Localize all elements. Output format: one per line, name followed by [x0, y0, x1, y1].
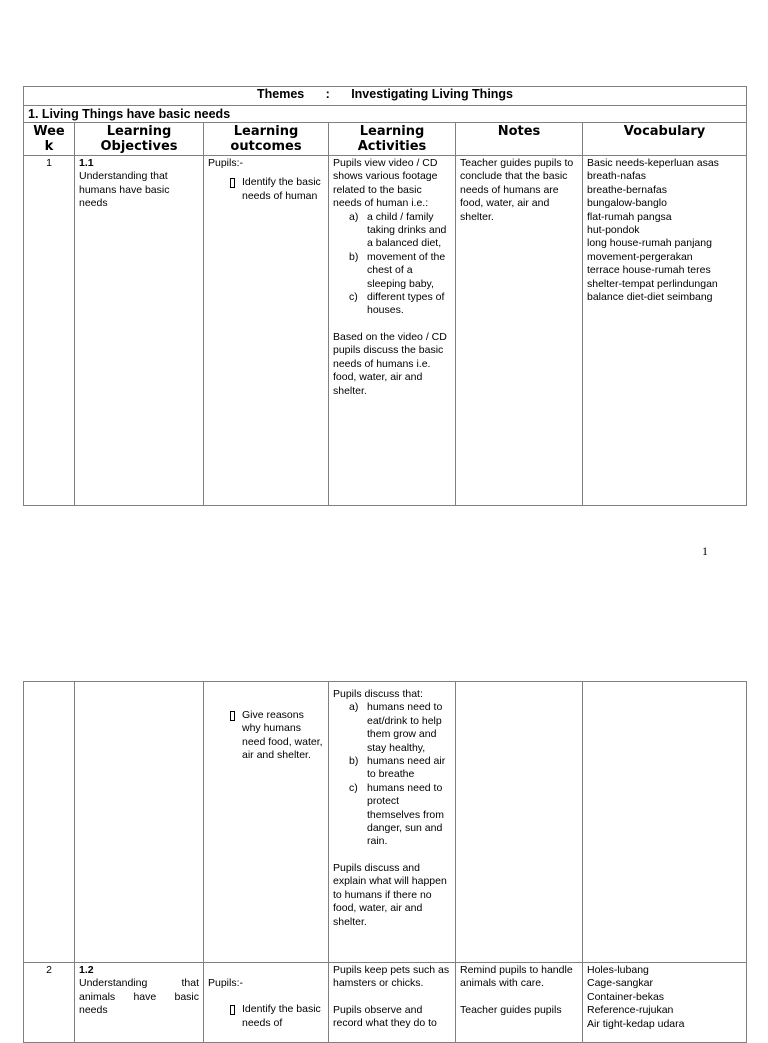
vocabulary-item: breathe-bernafas [587, 183, 667, 196]
outcome-cell [204, 156, 329, 506]
outcome-cell [204, 682, 329, 963]
notes-cell [456, 682, 583, 963]
theme-title [24, 87, 747, 106]
vocabulary-item: Holes-lubang [587, 964, 649, 976]
list-marker: b) [349, 755, 359, 768]
header-activities: Learning Activities [329, 123, 456, 156]
header-vocabulary: Vocabulary [583, 123, 747, 156]
list-item-text: humans need air to breathe [367, 755, 446, 781]
vocabulary-item: shelter-tempat perlindungan [587, 277, 718, 290]
header-week: Wee k [24, 123, 75, 156]
header-outcomes: Learning outcomes [204, 123, 329, 156]
table-row [24, 682, 747, 963]
list-item [333, 755, 451, 782]
activities-cell [329, 963, 456, 1043]
objective-code: 1.2 [79, 964, 94, 976]
week-cell: 2 [24, 963, 75, 1043]
syllabus-table-page-2 [23, 681, 747, 1043]
header-notes: Notes [456, 123, 583, 156]
page-2 [0, 580, 768, 1030]
activity-intro: Pupils view video / CD shows various footage related to the basic needs of human i.e.: [333, 157, 438, 210]
table-row [24, 156, 747, 506]
notes-cell: Teacher guides pupils to conclude that the basic needs of humans are food, water, air and shelter. [456, 156, 583, 506]
objective-cell [75, 156, 204, 506]
bullet-box-icon [230, 1005, 235, 1015]
activity-list [333, 211, 451, 318]
list-marker: a) [349, 701, 359, 714]
objective-cell [75, 682, 204, 963]
outcome-item [208, 709, 324, 763]
list-item [333, 251, 451, 291]
notes-text: Teacher guides pupils [460, 1003, 562, 1016]
vocabulary-item: terrace house-rumah teres [587, 264, 711, 277]
outcome-item-text: Give reasons why humans need food, water, air and shelter. [242, 709, 323, 762]
bullet-box-icon [230, 178, 235, 188]
outcome-intro: Pupils:- [208, 977, 244, 989]
vocabulary-cell [583, 156, 747, 506]
week-cell: 1 [24, 156, 75, 506]
notes-text: Remind pupils to handle animals with care. [460, 964, 573, 990]
list-marker: c) [349, 291, 358, 304]
outcome-item-text: Identify the basic needs of human [242, 176, 321, 202]
list-item [333, 701, 451, 755]
vocabulary-item: flat-rumah pangsa [587, 210, 672, 223]
list-item-text: a child / family taking drinks and a balanced diet, [367, 210, 447, 250]
section-heading: 1. Living Things have basic needs [24, 106, 747, 123]
activity-text: Pupils observe and record what they do to [333, 1003, 437, 1030]
vocabulary-item: Basic needs-keperluan asas [587, 157, 719, 169]
theme-title-value: Investigating Living Things [351, 87, 514, 101]
list-item [333, 211, 451, 251]
vocabulary-item: breath-nafas [587, 170, 646, 183]
vocabulary-cell [583, 682, 747, 963]
activity-intro: Pupils discuss that: [333, 688, 423, 700]
outcome-cell [204, 963, 329, 1043]
table-row [24, 963, 747, 1043]
objective-text: Understanding that humans have basic needs [79, 170, 170, 210]
vocabulary-item: bungalow-banglo [587, 197, 667, 210]
list-item-text: movement of the chest of a sleeping baby, [367, 250, 446, 290]
theme-title-separator: : [325, 87, 330, 101]
list-marker: c) [349, 781, 358, 794]
outcome-item [208, 176, 324, 203]
objective-text: Understanding that animals have basic needs [79, 977, 199, 1017]
notes-cell [456, 963, 583, 1043]
list-marker: a) [349, 210, 359, 223]
list-item [333, 291, 451, 318]
list-item [333, 782, 451, 849]
list-marker: b) [349, 250, 359, 263]
vocabulary-item: hut-pondok [587, 224, 640, 237]
outcome-item-text: Identify the basic needs of [242, 1003, 321, 1029]
theme-title-label: Themes [256, 87, 305, 101]
header-objectives: Learning Objectives [75, 123, 204, 156]
vocabulary-item: long house-rumah panjang [587, 237, 712, 250]
objective-cell [75, 963, 204, 1043]
activity-list [333, 701, 451, 848]
bullet-box-icon [230, 711, 235, 721]
vocabulary-item: movement-pergerakan [587, 250, 693, 263]
activity-outro: Pupils discuss and explain what will happen to humans if there no food, water, air and shelter. [333, 861, 447, 928]
list-item-text: humans need to protect themselves from danger, sun and rain. [367, 781, 445, 848]
page-number: 1 [702, 544, 708, 558]
outcome-intro: Pupils:- [208, 157, 244, 169]
activities-cell [329, 682, 456, 963]
vocabulary-item: Cage-sangkar [587, 977, 653, 990]
objective-code: 1.1 [79, 157, 94, 169]
activities-cell [329, 156, 456, 506]
vocabulary-item: Reference-rujukan [587, 1004, 674, 1017]
vocabulary-item: Container-bekas [587, 990, 665, 1003]
list-item-text: humans need to eat/drink to help them grow and stay healthy, [367, 701, 443, 754]
vocabulary-item: Air tight-kedap udara [587, 1017, 685, 1030]
list-item-text: different types of houses. [367, 291, 445, 317]
syllabus-table-page-1 [23, 86, 747, 506]
activity-text: Pupils keep pets such as hamsters or chicks. [333, 964, 450, 990]
outcome-item [208, 1003, 324, 1030]
vocabulary-cell [583, 963, 747, 1043]
activity-outro: Based on the video / CD pupils discuss the basic needs of humans i.e. food, water, air and shelter. [333, 330, 447, 397]
week-cell [24, 682, 75, 963]
vocabulary-item: balance diet-diet seimbang [587, 291, 713, 304]
